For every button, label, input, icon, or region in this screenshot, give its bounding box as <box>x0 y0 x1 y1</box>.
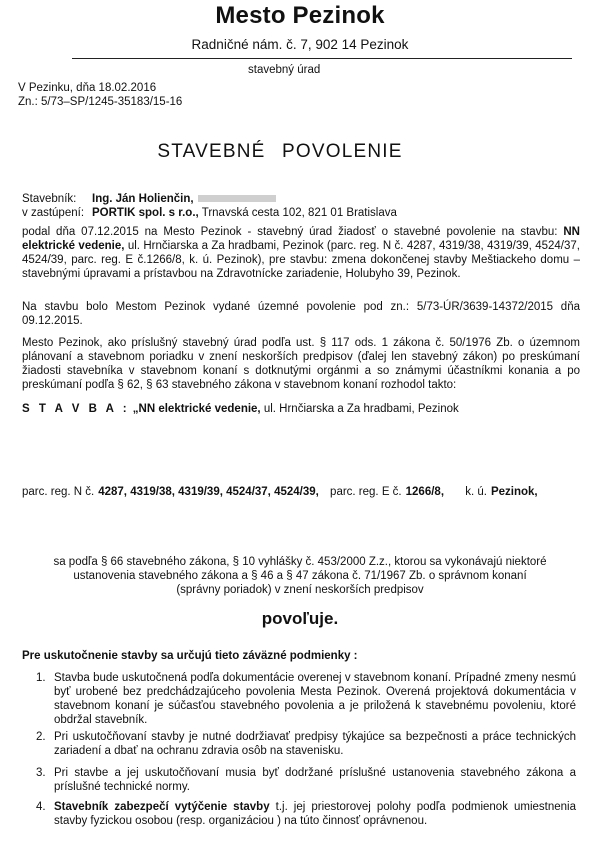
application-project-name: NN elektrické vedenie, <box>22 226 580 252</box>
parcel-e-value: 1266/8, <box>405 486 445 498</box>
office-name: stavebný úrad <box>248 64 321 76</box>
builder-label: Stavebník: <box>22 193 77 205</box>
condition-number: 2. <box>36 731 46 743</box>
header-divider <box>72 58 572 59</box>
zoning-permit-paragraph: Na stavbu bolo Mestom Pezinok vydané územné povolenie pod zn.: 5/73-ÚR/3639-14372/2015 dňa 09.12.2015. <box>22 301 580 327</box>
condition-number: 4. <box>36 801 46 813</box>
parcels-line <box>22 486 542 498</box>
builder-value <box>92 193 276 205</box>
application-details: ul. Hrnčiarska a Za hradbami, Pezinok (parc. reg. N č. 4287, 4319/38, 4319/39, 4524/37, 4524/39, parc. reg. E č.1266/8, k. ú. Pezinok), pre stavbu: zmena dokončenej stavby Meštiackeho domu – stavebnými úpravami a prístavbou na Zdravotnícke zariadenie, Holubyho 39, Pezinok. <box>22 240 580 280</box>
condition-text: Pri stavbe a jej uskutočňovaní musia byť dodržané príslušné ustanovenia stavebného zákona a príslušné technické normy. <box>54 767 576 793</box>
document-title: STAVEBNÉ POVOLENIE <box>157 141 403 162</box>
condition-number: 3. <box>36 767 46 779</box>
condition-item <box>36 800 576 828</box>
representative-label: v zastúpení: <box>22 207 85 219</box>
application-text: podal dňa 07.12.2015 na Mesto Pezinok - stavebný úrad žiadosť o stavebné povolenie na stavbu: <box>22 226 558 238</box>
legal-basis-line-2: ustanovenia stavebného zákona a § 46 a § 47 zákona č. 71/1967 Zb. o správnom konaní <box>73 570 527 582</box>
condition-rest: t.j. jej priestorovej polohy podľa podmienok umiestnenia stavby fyzickou osobou (resp. organizáciou ) na túto činnosť oprávnenou. <box>54 801 576 827</box>
condition-text <box>54 800 576 828</box>
municipality-title: Mesto Pezinok <box>215 2 385 29</box>
representative-name: PORTIK spol. s r.o., <box>92 207 199 219</box>
condition-number: 1. <box>36 672 46 684</box>
condition-item <box>36 766 576 794</box>
condition-text: Pri uskutočňovaní stavby je nutné dodržiavať predpisy týkajúce sa bezpečnosti a práce technických zariadení a dbať na ochranu zdravia osôb na stavenisku. <box>54 731 576 757</box>
construction-location: ul. Hrnčiarska a Za hradbami, Pezinok <box>263 403 459 415</box>
construction-line <box>22 403 459 415</box>
condition-item <box>36 730 576 758</box>
condition-text: Stavba bude uskutočnená podľa dokumentácie overenej v stavebnom konaní. Prípadné zmeny nesmú byť urobené bez predchádzajúceho povolenia Mesta Pezinok. Overená projektová dokumentácia v stavebnom konaní je súčasťou stavebného povolenia a je priložená k stavebnému povoleniu, ktoré obdržal stavebník. <box>54 672 576 726</box>
application-paragraph <box>22 225 580 281</box>
parcel-e-label: parc. reg. E č. <box>330 486 402 498</box>
cadastral-value: Pezinok, <box>490 486 538 498</box>
parcel-n-label: parc. reg. N č. <box>22 486 95 498</box>
construction-name: „NN elektrické vedenie, <box>132 403 261 415</box>
condition-emphasis: Stavebník zabezpečí vytýčenie stavby <box>54 801 270 813</box>
legal-basis-line-3: (správny poriadok) v znení neskorších predpisov <box>176 584 424 596</box>
parcel-n-values: 4287, 4319/38, 4319/39, 4524/37, 4524/39, <box>98 486 319 498</box>
condition-item <box>36 671 576 727</box>
representative-value <box>92 207 397 219</box>
representative-address: Trnavská cesta 102, 821 01 Bratislava <box>201 207 397 219</box>
reference-number: Zn.: 5/73–SP/1245-35183/15-16 <box>18 96 183 108</box>
redacted-mark <box>198 195 276 202</box>
municipality-address: Radničné nám. č. 7, 902 14 Pezinok <box>191 37 409 52</box>
legal-basis-line-1: sa podľa § 66 stavebného zákona, § 10 vyhlášky č. 453/2000 Z.z., ktorou sa vykonávajú niektoré <box>53 556 547 568</box>
builder-name: Ing. Ján Holienčin, <box>92 193 194 205</box>
cadastral-label: k. ú. <box>465 486 487 498</box>
date-line: V Pezinku, dňa 18.02.2016 <box>18 82 157 94</box>
decision-verb: povoľuje. <box>261 609 339 628</box>
authority-paragraph: Mesto Pezinok, ako príslušný stavebný úrad podľa ust. § 117 ods. 1 zákona č. 50/1976 Zb. o územnom plánovaní a stavebnom poriadku v znení neskorších predpisov (ďalej len stavebný zákon) po preskúmaní žiadosti stavebníka v stavebnom konaní s dotknutými orgánmi a so známymi účastníkmi konania a po preskúmaní podľa § 62, § 63 stavebného zákona v stavebnom konaní rozhodol takto: <box>22 337 580 391</box>
construction-label: S T A V B A : <box>22 403 130 415</box>
conditions-heading: Pre uskutočnenie stavby sa určujú tieto záväzné podmienky : <box>22 650 358 662</box>
